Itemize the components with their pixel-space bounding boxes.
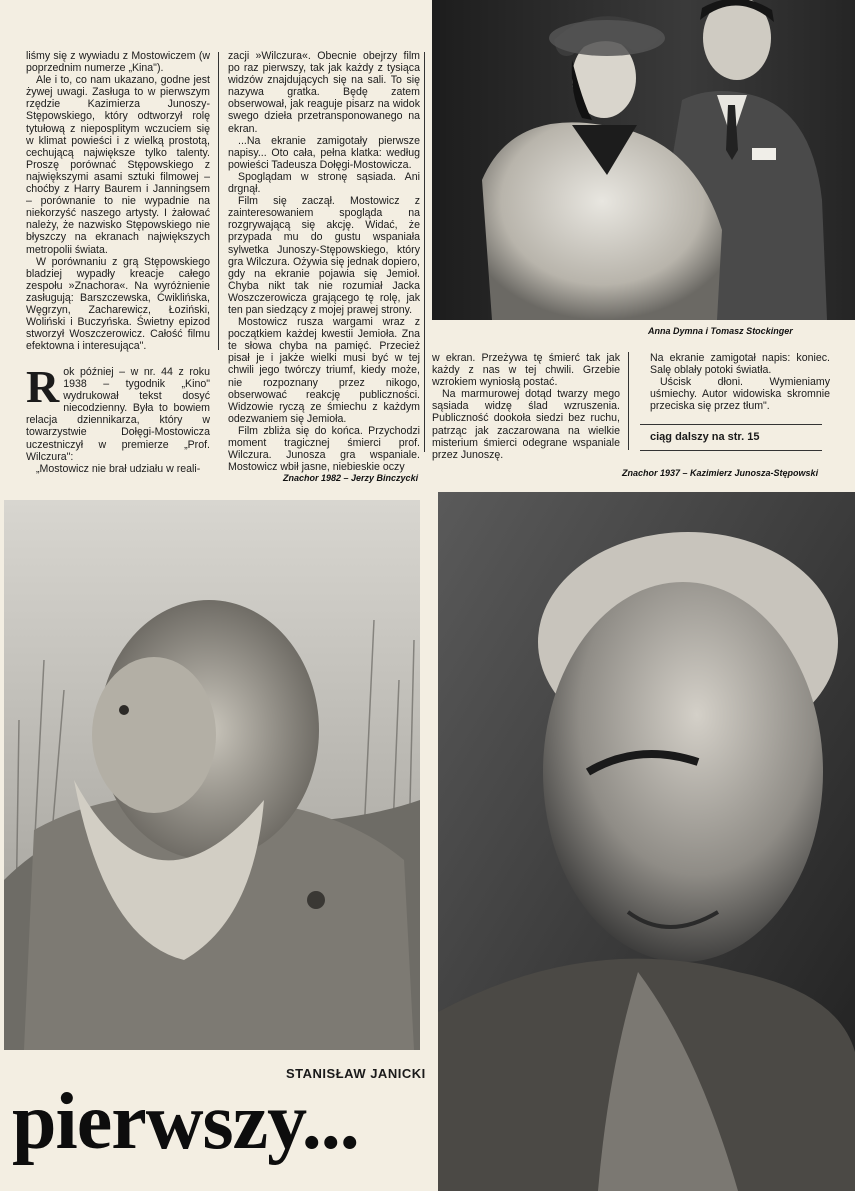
photo-illustration (438, 492, 855, 1191)
photo-illustration (4, 500, 420, 1050)
photo-kazimierz-junosza-stepowski (438, 492, 855, 1191)
text-column-4 (650, 352, 830, 412)
paragraph: Ale i to, co nam ukazano, godne jest żywej uwagi. Zasługa to w pierwszym rzędzie Kazimierza Junoszy-Stępowskiego, który odtworzył rolę tytułową z nieposplitym wczuciem się w klimat powieści i z wielką prostotą, cechującą największe tylko talenty. Proszę porównać Stępowskiego z największymi asami sztuki filmowej – choćby z Harry Baurem i Janningsem – porównanie to nie wypadnie na niekorzyść naszego artysty. I żałować należy, że nazwisko Stępowskiego nie błyszczy na ekranach największych metropolii świata. (26, 74, 210, 256)
continuation-rule-top (640, 424, 822, 425)
paragraph: ok później – w nr. 44 z roku 1938 – tygodnik „Kino" wydrukował tekst dosyć niecodzienny. Była to bowiem relacja dziennikarza, który w towarzystwie Dołęgi-Mostowicza uczestniczył w premierze „Prof. Wilczura": (26, 366, 210, 463)
paragraph: w ekran. Przeżywa tę śmierć tak jak każdy z nas w tej chwili. Grzebie wzrokiem wyniosłą postać. (432, 352, 620, 389)
paragraph: liśmy się z wywiadu z Mostowiczem (w poprzednim numerze „Kina"). (26, 50, 210, 75)
paragraph: Film zbliża się do końca. Przychodzi moment tragicznej śmierci prof. Wilczura. Junosza gra wspaniale. Mostowicz wbił jasne, niebieskie oczy (228, 424, 420, 474)
text-column-3 (432, 352, 620, 461)
photo-illustration (432, 0, 855, 320)
article-title: pierwszy... (12, 1078, 359, 1166)
drop-cap: R (26, 361, 60, 412)
paragraph: Spoglądam w stronę sąsiada. Ani drgnął. (228, 170, 420, 196)
author-name: STANISŁAW JANICKI (286, 1066, 426, 1081)
paragraph: ...Na ekranie zamigotały pierwsze napisy... Oto cała, pełna klatka: według powieści Tadeusza Dołęgi-Mostowicza. (228, 134, 420, 171)
paragraph: Film się zaczął. Mostowicz z zainteresowaniem spogląda na rozgrywającą się akcję. Widać, że przypada mu do gustu wspaniała sylwetka Junoszy-Stępowskiego, który gra Wilczura. Ożywia się jednak dopiero, gdy na ekranie pojawia się Jemioł. Chyba nikt tak nie rozumiał Jacka Woszczerowicza grającego tę rolę, jak ten pan siedzący z mojej prawej strony. (228, 195, 420, 316)
text-column-2 (228, 50, 420, 473)
text-column-1-lower (26, 361, 210, 475)
paragraph: Na ekranie zamigotał napis: koniec. Salę oblały potoki światła. (650, 352, 830, 377)
paragraph: Uścisk dłoni. Wymieniamy uśmiechy. Autor widowiska skromnie przeciska się przez tłum". (650, 376, 830, 413)
photo-jerzy-binczycki (4, 500, 420, 1050)
column-divider (218, 52, 219, 350)
paragraph: Na marmurowej dotąd twarzy mego sąsiada widzę ślad wzruszenia. Publiczność dookoła siedzi bez ruchu, patrząc jak zaczarowana na wielkie misterium śmierci odegrane wspaniale przez Junoszę. (432, 388, 620, 461)
paragraph: Mostowicz rusza wargami wraz z początkiem każdej kwestii Jemioła. Zna te słowa chyba na pamięć. Przecież pisał je i jakże wielki musi być w tej chwili jego twórczy triumf, kiedy może, nie rozpoznany przez nikogo, obserwować reakcję publiczności. Widzowie ryczą ze śmiechu z każdym odezwaniem się Jemioła. (228, 316, 420, 425)
photo-caption: Anna Dymna i Tomasz Stockinger (648, 326, 793, 336)
continuation-rule-bottom (640, 450, 822, 451)
paragraph: W porównaniu z grą Stępowskiego bladziej wypadły kreacje całego zespołu »Znachora«. Na wyróżnienie zasługują: Barszczewska, Ćwiklińska, Węgrzyn, Zacharewicz, Łoziński, Woliński i Buczyńska. Świetny epizod stworzył Woszczerowicz. Całość filmu efektowna i interesująca". (26, 255, 210, 353)
paragraph: zacji »Wilczura«. Obecnie obejrzy film po raz pierwszy, tak jak każdy z tysiąca widzów znajdujących się na sali. To się nazywa gratka. Będę zatem obserwował, jak reaguje pisarz na widok swego dzieła przetransponowanego na ekran. (228, 50, 420, 135)
photo-caption: Znachor 1937 – Kazimierz Junosza-Stępowski (622, 468, 819, 478)
continued-on-page: ciąg dalszy na str. 15 (650, 431, 760, 443)
photo-caption: Znachor 1982 – Jerzy Binczycki (283, 473, 419, 483)
photo-anna-dymna-tomasz-stockinger (432, 0, 855, 320)
column-divider (424, 52, 425, 452)
paragraph: „Mostowicz nie brał udziału w reali- (36, 462, 201, 475)
text-column-1 (26, 50, 210, 352)
column-divider (628, 352, 629, 450)
